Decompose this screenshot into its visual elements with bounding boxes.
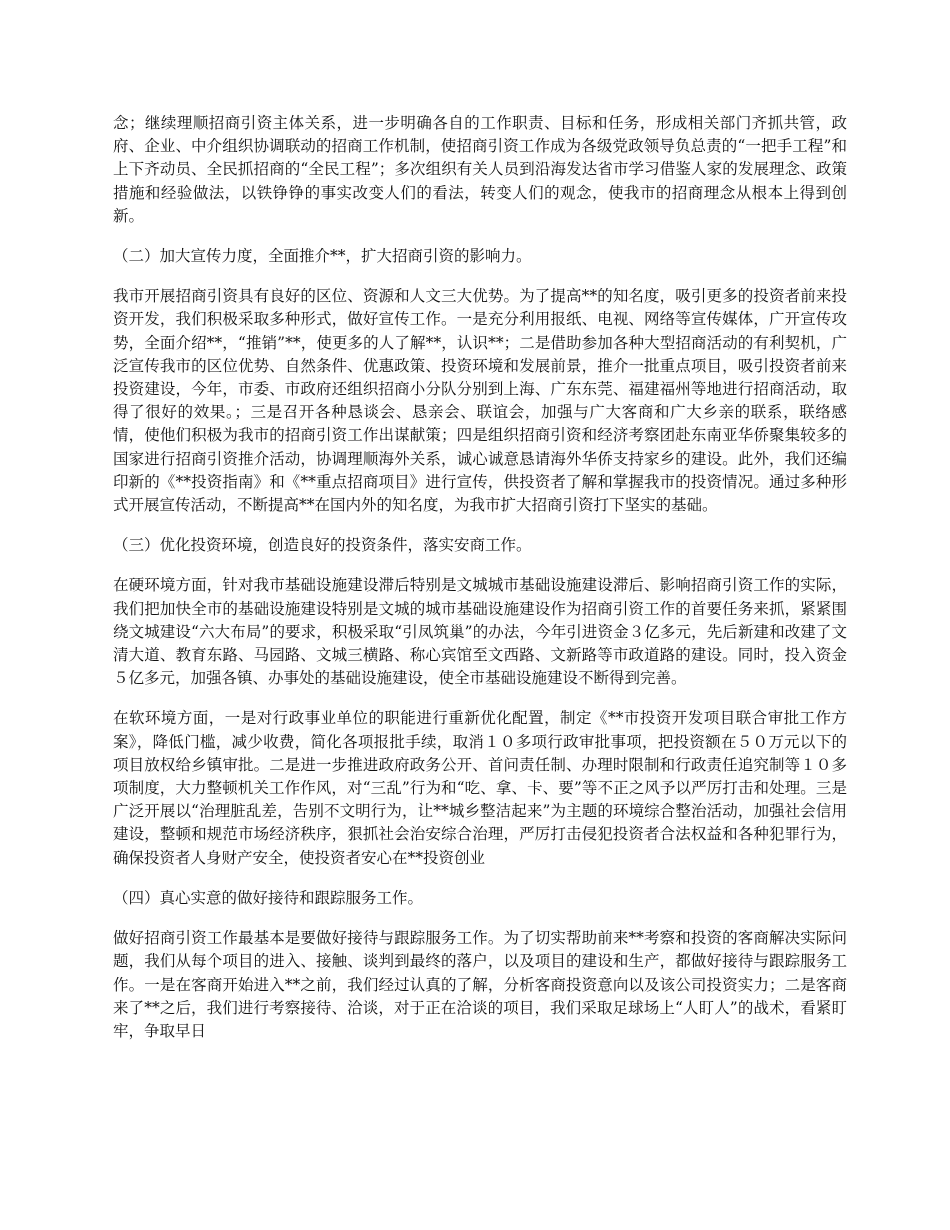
body-paragraph: 做好招商引资工作最基本是要做好接待与跟踪服务工作。为了切实帮助前来**考察和投资的客商解决实际问题，我们从每个项目的进入、接触、谈判到最终的落户，以及项目的建设和生产，都做好接待与跟踪服务工作。一是在客商开始进入**之前，我们经过认真的了解，分析客商投资意向以及该公司投资实力；二是客商来了**之后，我们进行考察接待、洽谈，对于正在洽谈的项目，我们采取足球场上“人盯人”的战术，看紧盯牢，争取早日 [113, 929, 847, 1040]
body-paragraph: 在硬环境方面，针对我市基础设施建设滞后特别是文城城市基础设施建设滞后、影响招商引资工作的实际，我们把加快全市的基础设施建设特别是文城的城市基础设施建设作为招商引资工作的首要任务来抓，紧紧围绕文城建设“六大布局”的要求，积极采取“引凤筑巢”的办法，今年引进资金３亿多元，先后新建和改建了文清大道、教育东路、马园路、文城三横路、称心宾馆至文西路、文新路等市政道路的建设。同时，投入资金５亿多元，加强各镇、办事处的基础设施建设，使全市基础设施建设不断得到完善。 [113, 576, 847, 688]
body-paragraph: 在软环境方面，一是对行政事业单位的职能进行重新优化配置，制定《**市投资开发项目联合审批工作方案》，降低门槛，减少收费，简化各项报批手续，取消１０多项行政审批事项，把投资额在５０万元以下的项目放权给乡镇审批。二是进一步推进政府政务公开、首问责任制、办理时限制和行政责任追究制等１０多项制度，大力整顿机关工作作风，对“三乱”行为和“吃、拿、卡、要”等不正之风予以严厉打击和处理。三是广泛开展以“治理脏乱差，告别不文明行为，让**城乡整洁起来”为主题的环境综合整治活动，加强社会信用建设，整顿和规范市场经济秩序，狠抓社会治安综合治理，严厉打击侵犯投资者合法权益和各种犯罪行为，确保投资者人身财产安全，使投资者安心在**投资创业 [113, 709, 847, 867]
section-heading: （四）真心实意的做好接待和跟踪服务工作。 [113, 888, 424, 907]
body-paragraph: 念；继续理顺招商引资主体关系，进一步明确各自的工作职责、目标和任务，形成相关部门齐抓共管，政府、企业、中介组织协调联动的招商工作机制，使招商引资工作成为各级党政领导负总责的“一把手工程”和上下齐动员、全民抓招商的“全民工程”；多次组织有关人员到沿海发达省市学习借鉴人家的发展理念、政策措施和经验做法，以铁铮铮的事实改变人们的看法，转变人们的观念，使我市的招商理念从根本上得到创新。 [113, 114, 847, 225]
body-paragraph: 我市开展招商引资具有良好的区位、资源和人文三大优势。为了提高**的知名度，吸引更多的投资者前来投资开发，我们积极采取多种形式，做好宣传工作。一是充分利用报纸、电视、网络等宣传媒体，广开宣传攻势，全面介绍**，“推销”**，使更多的人了解**，认识**；二是借助参加各种大型招商活动的有利契机，广泛宣传我市的区位优势、自然条件、优惠政策、投资环境和发展前景，推介一批重点项目，吸引投资者前来投资建设，今年，市委、市政府还组织招商小分队分别到上海、广东东莞、福建福州等地进行招商活动，取得了很好的效果。；三是召开各种恳谈会、恳亲会、联谊会，加强与广大客商和广大乡亲的联系，联络感情，使他们积极为我市的招商引资工作出谋献策；四是组织招商引资和经济考察团赴东南亚华侨聚集较多的国家进行招商引资推介活动，协调理顺海外关系，诚心诚意恳请海外华侨支持家乡的建设。此外，我们还编印新的《**投资指南》和《**重点招商项目》进行宣传，供投资者了解和掌握我市的投资情况。通过多种形式开展宣传活动，不断提高**在国内外的知名度，为我市扩大招商引资打下坚实的基础。 [113, 287, 847, 515]
document-page [113, 112, 847, 1060]
section-heading: （二）加大宣传力度，全面推介**，扩大招商引资的影响力。 [113, 247, 532, 266]
section-heading: （三）优化投资环境，创造良好的投资条件，落实安商工作。 [113, 536, 532, 555]
